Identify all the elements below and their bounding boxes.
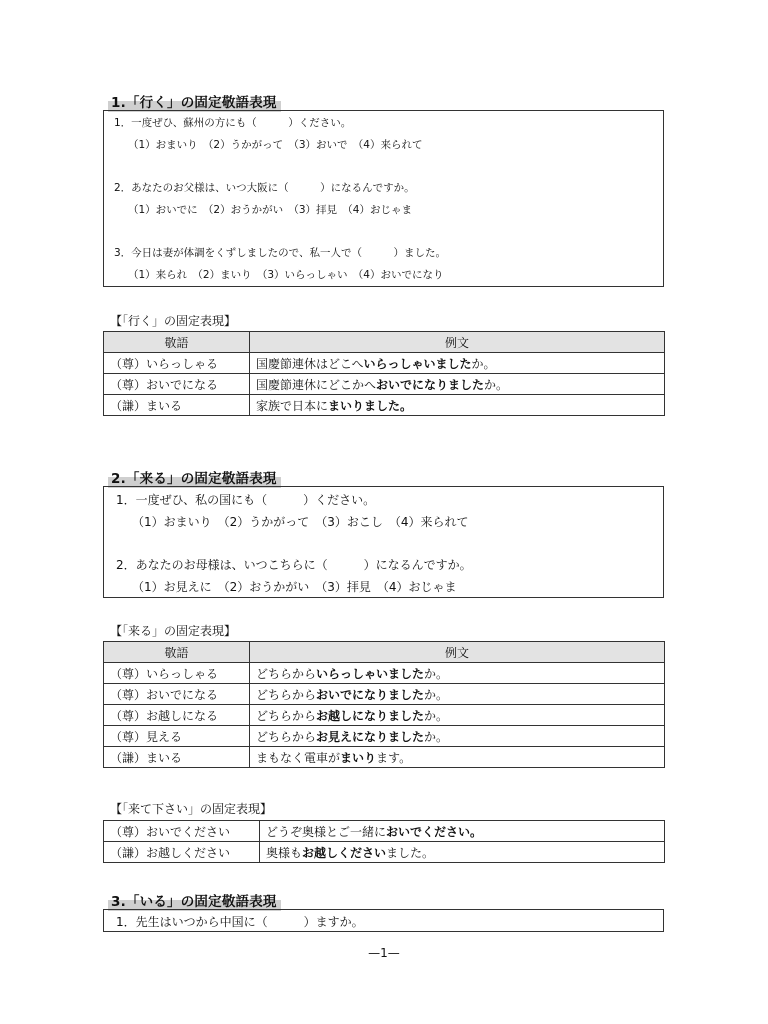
question-3-options: （1）来られ （2）まいり （3）いらっしゃい （4）おいでになり	[128, 269, 444, 281]
keigo-cell: （尊）おいでください	[104, 821, 260, 842]
section-title-iku: 1.「行く」の固定敬語表現	[108, 90, 281, 112]
example-cell: どちらからおいでになりましたか。	[250, 684, 665, 705]
question-2-options: （1）おいでに （2）おうかがい （3）拝見 （4）おじゃま	[128, 204, 412, 216]
question-box-iku	[103, 110, 664, 287]
keigo-cell: （謙）お越しください	[104, 842, 260, 863]
example-cell: どちらからお見えになりましたか。	[250, 726, 665, 747]
keigo-cell: （謙）まいる	[104, 395, 250, 416]
question-box-iru	[103, 909, 664, 932]
question-1: 1．一度ぜひ、私の国にも（ ）ください。	[116, 493, 376, 507]
expression-table-iku	[103, 331, 665, 416]
section-title-kuru: 2.「来る」の固定敬語表現	[108, 466, 281, 488]
keigo-cell: （尊）お越しになる	[104, 705, 250, 726]
table-row	[104, 726, 665, 747]
table-header-keigo: 敬語	[104, 332, 250, 353]
table-caption-kuru: 【「来る」の固定表現】	[110, 624, 237, 638]
table-row	[104, 821, 665, 842]
table-row	[104, 395, 665, 416]
table-header-example: 例文	[250, 332, 665, 353]
question-2: 2．あなたのお母様は、いつこちらに（ ）になるんですか。	[116, 558, 472, 572]
section-title-iru: 3.「いる」の固定敬語表現	[108, 889, 281, 911]
example-cell: 奥様もお越しくださいました。	[260, 842, 665, 863]
keigo-cell: （尊）見える	[104, 726, 250, 747]
example-cell: 家族で日本にまいりました。	[250, 395, 665, 416]
table-row	[104, 705, 665, 726]
question-2-options: （1）お見えに （2）おうかがい （3）拝見 （4）おじゃま	[132, 580, 457, 594]
keigo-cell: （謙）まいる	[104, 747, 250, 768]
table-row	[104, 842, 665, 863]
table-caption-kitekudasai: 【「来て下さい」の固定表現】	[110, 802, 273, 816]
question-2: 2．あなたのお父様は、いつ大阪に（ ）になるんですか。	[114, 182, 415, 194]
example-cell: 国慶節連休はどこへいらっしゃいましたか。	[250, 353, 665, 374]
keigo-cell: （尊）おいでになる	[104, 374, 250, 395]
table-row	[104, 374, 665, 395]
question-1-options: （1）おまいり （2）うかがって （3）おいで （4）来られて	[128, 139, 423, 151]
keigo-cell: （尊）いらっしゃる	[104, 663, 250, 684]
page-number: —1—	[368, 946, 400, 960]
table-caption-iku: 【「行く」の固定表現】	[110, 314, 237, 328]
example-cell: どちらからいらっしゃいましたか。	[250, 663, 665, 684]
question-3: 3．今日は妻が体調をくずしましたので、私一人で（ ）ました。	[114, 247, 446, 259]
example-cell: どちらからお越しになりましたか。	[250, 705, 665, 726]
table-row	[104, 353, 665, 374]
question-1: 1．一度ぜひ、蘇州の方にも（ ）ください。	[114, 117, 352, 129]
question-1: 1．先生はいつから中国に（ ）ますか。	[116, 915, 364, 929]
expression-table-kitekudasai	[103, 820, 665, 863]
table-row	[104, 663, 665, 684]
example-cell: 国慶節連休にどこかへおいでになりましたか。	[250, 374, 665, 395]
table-row	[104, 684, 665, 705]
table-header-keigo: 敬語	[104, 642, 250, 663]
keigo-cell: （尊）おいでになる	[104, 684, 250, 705]
question-box-kuru	[103, 486, 664, 598]
question-1-options: （1）おまいり （2）うかがって （3）おこし （4）来られて	[132, 515, 469, 529]
keigo-cell: （尊）いらっしゃる	[104, 353, 250, 374]
example-cell: まもなく電車がまいります。	[250, 747, 665, 768]
table-header-example: 例文	[250, 642, 665, 663]
expression-table-kuru	[103, 641, 665, 768]
table-row	[104, 747, 665, 768]
example-cell: どうぞ奥様とご一緒においでください。	[260, 821, 665, 842]
